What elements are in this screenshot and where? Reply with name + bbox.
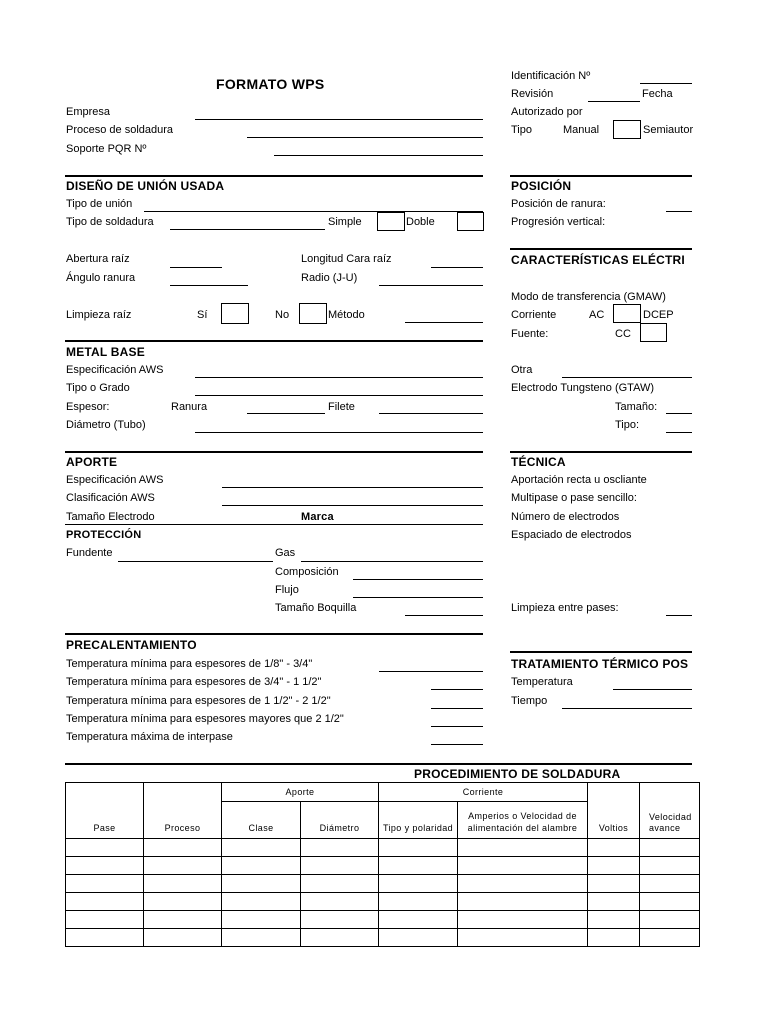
col-amperios: Amperios o Velocidad de alimentación del alambre xyxy=(458,802,588,839)
col-tipo-polaridad: Tipo y polaridad xyxy=(379,802,458,839)
tipo-union-field[interactable] xyxy=(144,211,483,212)
no-checkbox[interactable] xyxy=(299,303,327,324)
no-label: No xyxy=(275,309,290,321)
posicion-ranura-field[interactable] xyxy=(666,211,692,212)
limpieza-pases-field[interactable] xyxy=(666,615,692,616)
table-cell[interactable] xyxy=(66,875,144,893)
table-cell[interactable] xyxy=(379,839,458,857)
tamano-electrodo-field[interactable] xyxy=(65,524,483,525)
empresa-label: Empresa xyxy=(66,106,111,118)
section-rule xyxy=(65,175,483,177)
table-cell[interactable] xyxy=(379,857,458,875)
table-cell[interactable] xyxy=(222,875,301,893)
precal-row-field[interactable] xyxy=(431,744,483,745)
table-cell[interactable] xyxy=(222,929,301,947)
table-cell[interactable] xyxy=(458,857,588,875)
proceso-field[interactable] xyxy=(247,137,483,138)
identificacion-field[interactable] xyxy=(640,83,692,84)
section-rule xyxy=(510,248,692,250)
tipo-label: Tipo xyxy=(511,124,532,136)
table-cell[interactable] xyxy=(144,929,222,947)
table-cell[interactable] xyxy=(640,857,700,875)
table-cell[interactable] xyxy=(66,911,144,929)
tipo-grado-field[interactable] xyxy=(195,395,483,396)
procedure-table xyxy=(65,782,700,947)
precal-row-field[interactable] xyxy=(431,708,483,709)
col-proceso: Proceso xyxy=(144,783,222,839)
table-cell[interactable] xyxy=(588,875,640,893)
si-label: Sí xyxy=(197,309,208,321)
metal-base-heading: METAL BASE xyxy=(66,345,145,359)
mb-especificacion-field[interactable] xyxy=(195,377,483,378)
section-rule xyxy=(510,175,692,177)
filete-field[interactable] xyxy=(379,413,483,414)
tratamiento-temperatura-label: Temperatura xyxy=(511,676,573,688)
table-cell[interactable] xyxy=(66,857,144,875)
section-rule xyxy=(65,340,483,342)
section-rule xyxy=(65,763,692,765)
precal-row-field[interactable] xyxy=(379,671,483,672)
form-title: FORMATO WPS xyxy=(216,76,325,92)
table-cell[interactable] xyxy=(640,839,700,857)
clasificacion-label: Clasificación AWS xyxy=(66,492,155,504)
ap-especificacion-field[interactable] xyxy=(222,487,483,488)
section-rule xyxy=(65,633,483,635)
table-cell[interactable] xyxy=(222,911,301,929)
metodo-field[interactable] xyxy=(405,322,483,323)
cc-checkbox[interactable] xyxy=(640,323,667,342)
tratamiento-tiempo-label: Tiempo xyxy=(511,695,548,707)
otra-label: Otra xyxy=(511,364,533,376)
table-row xyxy=(66,893,700,911)
precal-row-label: Temperatura máxima de interpase xyxy=(66,731,233,743)
table-cell[interactable] xyxy=(640,893,700,911)
table-cell[interactable] xyxy=(458,839,588,857)
table-cell[interactable] xyxy=(588,839,640,857)
table-cell[interactable] xyxy=(640,875,700,893)
tungsteno-tipo-field[interactable] xyxy=(666,432,692,433)
si-checkbox[interactable] xyxy=(221,303,249,324)
simple-checkbox[interactable] xyxy=(377,212,405,231)
ap-especificacion-label: Especificación AWS xyxy=(66,474,164,486)
section-rule xyxy=(510,451,692,453)
electricas-heading: CARACTERÍSTICAS ELÉCTRI xyxy=(511,253,685,267)
posicion-ranura-label: Posición de ranura: xyxy=(511,198,606,210)
tamano-electrodo-label: Tamaño Electrodo xyxy=(66,511,155,523)
col-pase: Pase xyxy=(66,783,144,839)
precal-row-label: Temperatura mínima para espesores de 3/4" - 1 1/2" xyxy=(66,676,322,688)
ac-label: AC xyxy=(589,309,605,321)
table-cell[interactable] xyxy=(144,839,222,857)
section-rule xyxy=(510,651,692,653)
soporte-pqr-label: Soporte PQR Nº xyxy=(66,143,147,155)
fecha-label: Fecha xyxy=(642,88,673,100)
soporte-pqr-field[interactable] xyxy=(274,155,483,156)
diseno-heading: DISEÑO DE UNIÓN USADA xyxy=(66,179,225,193)
ranura-field[interactable] xyxy=(247,413,325,414)
cc-label: CC xyxy=(615,328,631,340)
table-cell[interactable] xyxy=(144,911,222,929)
table-cell[interactable] xyxy=(301,929,379,947)
table-cell[interactable] xyxy=(66,839,144,857)
manual-checkbox[interactable] xyxy=(613,120,641,139)
tratamiento-tiempo-field[interactable] xyxy=(562,708,692,709)
simple-label: Simple xyxy=(328,216,362,228)
limpieza-raiz-label: Limpieza raíz xyxy=(66,309,132,321)
section-rule xyxy=(65,451,483,453)
modo-transferencia-label: Modo de transferencia (GMAW) xyxy=(511,291,666,303)
multipase-label: Multipase o pase sencillo: xyxy=(511,492,637,504)
table-cell[interactable] xyxy=(588,857,640,875)
tungsteno-tamano-field[interactable] xyxy=(666,413,692,414)
tungsteno-tipo-label: Tipo: xyxy=(615,419,640,431)
table-cell[interactable] xyxy=(144,875,222,893)
table-cell[interactable] xyxy=(222,839,301,857)
gas-field[interactable] xyxy=(301,561,483,562)
angulo-field[interactable] xyxy=(170,285,248,286)
longitud-cara-field[interactable] xyxy=(431,267,483,268)
table-cell[interactable] xyxy=(588,929,640,947)
fuente-label: Fuente: xyxy=(511,328,549,340)
table-cell[interactable] xyxy=(144,893,222,911)
doble-checkbox[interactable] xyxy=(457,212,484,231)
boquilla-field[interactable] xyxy=(405,615,483,616)
corriente-label: Corriente xyxy=(511,309,557,321)
espesor-label: Espesor: xyxy=(66,401,110,413)
corriente-group-header: Corriente xyxy=(379,783,588,802)
table-cell[interactable] xyxy=(301,839,379,857)
ranura-label: Ranura xyxy=(171,401,208,413)
table-row xyxy=(66,929,700,947)
table-cell[interactable] xyxy=(301,875,379,893)
electrodo-tungsteno-label: Electrodo Tungsteno (GTAW) xyxy=(511,382,655,394)
table-cell[interactable] xyxy=(588,911,640,929)
table-cell[interactable] xyxy=(458,893,588,911)
tipo-grado-label: Tipo o Grado xyxy=(66,382,130,394)
tipo-soldadura-label: Tipo de soldadura xyxy=(66,216,154,228)
abertura-field[interactable] xyxy=(170,267,222,268)
precal-row-field[interactable] xyxy=(431,726,483,727)
precal-row-label: Temperatura mínima para espesores mayores que 2 1/2" xyxy=(66,713,344,725)
semiautomatico-label: Semiautor xyxy=(643,124,694,136)
tratamiento-temperatura-field[interactable] xyxy=(613,689,692,690)
proceso-label: Proceso de soldadura xyxy=(66,124,174,136)
posicion-heading: POSICIÓN xyxy=(511,179,572,193)
tipo-union-label: Tipo de unión xyxy=(66,198,133,210)
limpieza-pases-label: Limpieza entre pases: xyxy=(511,602,619,614)
diametro-tubo-field[interactable] xyxy=(195,432,483,433)
col-voltios: Voltios xyxy=(588,783,640,839)
aporte-heading: APORTE xyxy=(66,455,118,469)
table-cell[interactable] xyxy=(379,911,458,929)
longitud-cara-label: Longitud Cara raíz xyxy=(301,253,392,265)
col-diametro: Diámetro xyxy=(301,802,379,839)
radio-field[interactable] xyxy=(379,285,483,286)
proteccion-heading: PROTECCIÓN xyxy=(66,529,142,541)
numero-electrodos-label: Número de electrodos xyxy=(511,511,620,523)
table-cell[interactable] xyxy=(640,929,700,947)
diametro-tubo-label: Diámetro (Tubo) xyxy=(66,419,146,431)
table-cell[interactable] xyxy=(458,911,588,929)
fundente-field[interactable] xyxy=(118,561,273,562)
flujo-field[interactable] xyxy=(353,597,483,598)
tungsteno-tamano-label: Tamaño: xyxy=(615,401,658,413)
table-cell[interactable] xyxy=(379,875,458,893)
progresion-label: Progresión vertical: xyxy=(511,216,606,228)
precal-row-field[interactable] xyxy=(431,689,483,690)
mb-especificacion-label: Especificación AWS xyxy=(66,364,164,376)
aportacion-label: Aportación recta u oscliante xyxy=(511,474,647,486)
table-cell[interactable] xyxy=(640,911,700,929)
autorizado-label: Autorizado por xyxy=(511,106,583,118)
table-cell[interactable] xyxy=(458,929,588,947)
table-cell[interactable] xyxy=(588,893,640,911)
doble-label: Doble xyxy=(406,216,435,228)
espaciado-label: Espaciado de electrodos xyxy=(511,529,632,541)
table-cell[interactable] xyxy=(301,911,379,929)
table-row xyxy=(66,911,700,929)
clasificacion-field[interactable] xyxy=(222,505,483,506)
revision-field[interactable] xyxy=(588,101,640,102)
procedimiento-title: PROCEDIMIENTO DE SOLDADURA xyxy=(414,767,621,781)
fundente-label: Fundente xyxy=(66,547,113,559)
boquilla-label: Tamaño Boquilla xyxy=(275,602,357,614)
table-cell[interactable] xyxy=(222,893,301,911)
revision-label: Revisión xyxy=(511,88,554,100)
ac-checkbox[interactable] xyxy=(613,304,641,323)
flujo-label: Flujo xyxy=(275,584,299,596)
angulo-label: Ángulo ranura xyxy=(66,272,136,284)
table-cell[interactable] xyxy=(458,875,588,893)
dcep-label: DCEP xyxy=(643,309,674,321)
table-cell[interactable] xyxy=(144,857,222,875)
radio-label: Radio (J-U) xyxy=(301,272,358,284)
filete-label: Filete xyxy=(328,401,355,413)
table-cell[interactable] xyxy=(66,893,144,911)
otra-field[interactable] xyxy=(562,377,692,378)
precal-row-label: Temperatura mínima para espesores de 1/8" - 3/4" xyxy=(66,658,313,670)
table-cell[interactable] xyxy=(301,893,379,911)
manual-label: Manual xyxy=(563,124,600,136)
gas-label: Gas xyxy=(275,547,296,559)
composicion-field[interactable] xyxy=(353,579,483,580)
table-cell[interactable] xyxy=(379,893,458,911)
abertura-label: Abertura raíz xyxy=(66,253,130,265)
table-cell[interactable] xyxy=(222,857,301,875)
tecnica-heading: TÉCNICA xyxy=(511,455,566,469)
table-row xyxy=(66,857,700,875)
table-cell[interactable] xyxy=(66,929,144,947)
precalentamiento-heading: PRECALENTAMIENTO xyxy=(66,638,197,652)
table-cell[interactable] xyxy=(301,857,379,875)
aporte-group-header: Aporte xyxy=(222,783,379,802)
precal-row-label: Temperatura mínima para espesores de 1 1/2" - 2 1/2" xyxy=(66,695,331,707)
table-cell[interactable] xyxy=(379,929,458,947)
metodo-label: Método xyxy=(328,309,365,321)
tratamiento-heading: TRATAMIENTO TÉRMICO POS xyxy=(511,657,689,671)
col-clase: Clase xyxy=(222,802,301,839)
col-velocidad: Velocidad avance xyxy=(640,783,700,839)
table-row xyxy=(66,875,700,893)
identificacion-label: Identificación Nº xyxy=(511,70,591,82)
table-row xyxy=(66,839,700,857)
empresa-field[interactable] xyxy=(195,119,483,120)
composicion-label: Composición xyxy=(275,566,339,578)
tipo-soldadura-field[interactable] xyxy=(170,229,325,230)
marca-label: Marca xyxy=(301,511,334,523)
